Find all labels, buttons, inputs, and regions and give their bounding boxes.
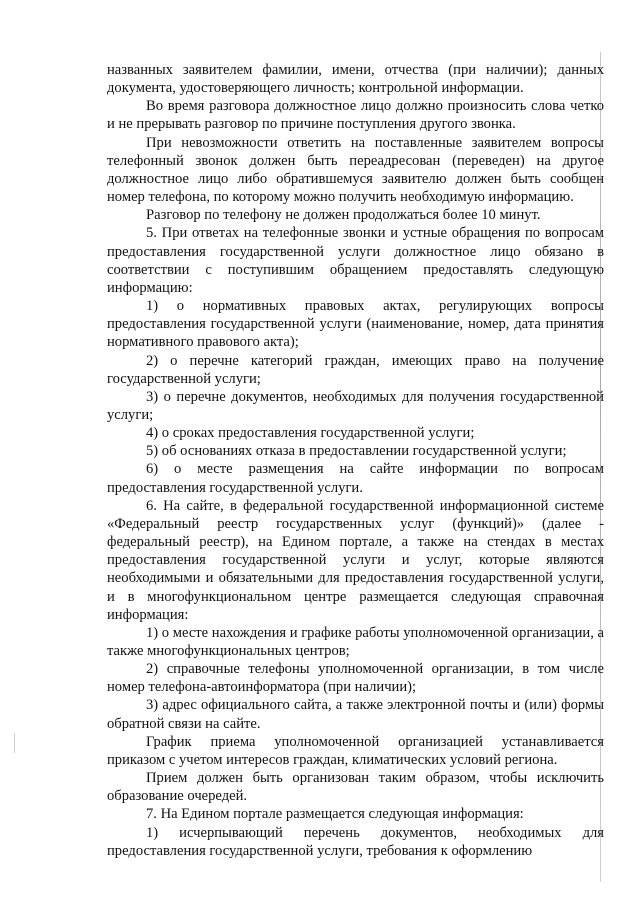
paragraph: 5. При ответах на телефонные звонки и устные обращения по вопросам предоставления государственной услуги должностное лицо обязано в соответствии с поступившим обращением предоставлять следующую информацию: bbox=[107, 225, 604, 296]
list-item: 3) адрес официального сайта, а также электронной почты и (или) формы обратной связи на сайте. bbox=[107, 697, 604, 732]
list-item: 4) о сроках предоставления государственной услуги; bbox=[146, 425, 475, 442]
list-item: 2) о перечне категорий граждан, имеющих право на получение государственной услуги; bbox=[107, 352, 604, 387]
document-text bbox=[107, 61, 604, 860]
list-item: 2) справочные телефоны уполномоченной организации, в том числе номер телефона-автоинформатора (при наличии); bbox=[107, 661, 604, 696]
list-item: 1) о месте нахождения и графике работы уполномоченной организации, а также многофункциональных центров; bbox=[107, 624, 604, 659]
list-item: 6) о месте размещения на сайте информации по вопросам предоставления государственной услуги. bbox=[107, 461, 604, 496]
paragraph: названных заявителем фамилии, имени, отчества (при наличии); данных документа, удостоверяющего личность; контрольной информации. bbox=[107, 62, 604, 97]
list-item: 3) о перечне документов, необходимых для получения государственной услуги; bbox=[107, 388, 604, 423]
list-item: 1) исчерпывающий перечень документов, необходимых для предоставления государственной услуги, требования к оформлению bbox=[107, 824, 604, 859]
paragraph: 6. На сайте, в федеральной государственной информационной системе «Федеральный реестр государственных услуг (функций)» (далее - федеральный реестр), на Едином портале, а также на стендах в местах предоставления государственной услуги и услуг, которые являются необходимыми и обязательными для предоставления государственной услуги, и в многофункциональном центре размещается следующая справочная информация: bbox=[107, 497, 604, 623]
paragraph: Разговор по телефону не должен продолжаться более 10 минут. bbox=[146, 207, 541, 224]
paragraph: Во время разговора должностное лицо должно произносить слова четко и не прерывать разговор по причине поступления другого звонка. bbox=[107, 98, 604, 133]
list-item: 1) о нормативных правовых актах, регулирующих вопросы предоставления государственной услуги (наименование, номер, дата принятия нормативного правового акта); bbox=[107, 298, 604, 351]
paragraph: Прием должен быть организован таким образом, чтобы исключить образование очередей. bbox=[107, 770, 604, 805]
paragraph: При невозможности ответить на поставленные заявителем вопросы телефонный звонок должен быть переадресован (переведен) на другое должностное лицо либо обратившемуся заявителю должен быть сообщен номер телефона, по которому можно получить необходимую информацию. bbox=[107, 134, 604, 206]
scan-mark bbox=[14, 733, 15, 753]
paragraph: График приема уполномоченной организацией устанавливается приказом с учетом интересов граждан, климатических условий региона. bbox=[107, 733, 604, 768]
list-item: 5) об основаниях отказа в предоставлении государственной услуги; bbox=[146, 443, 567, 460]
paragraph: 7. На Едином портале размещается следующая информация: bbox=[146, 806, 524, 823]
